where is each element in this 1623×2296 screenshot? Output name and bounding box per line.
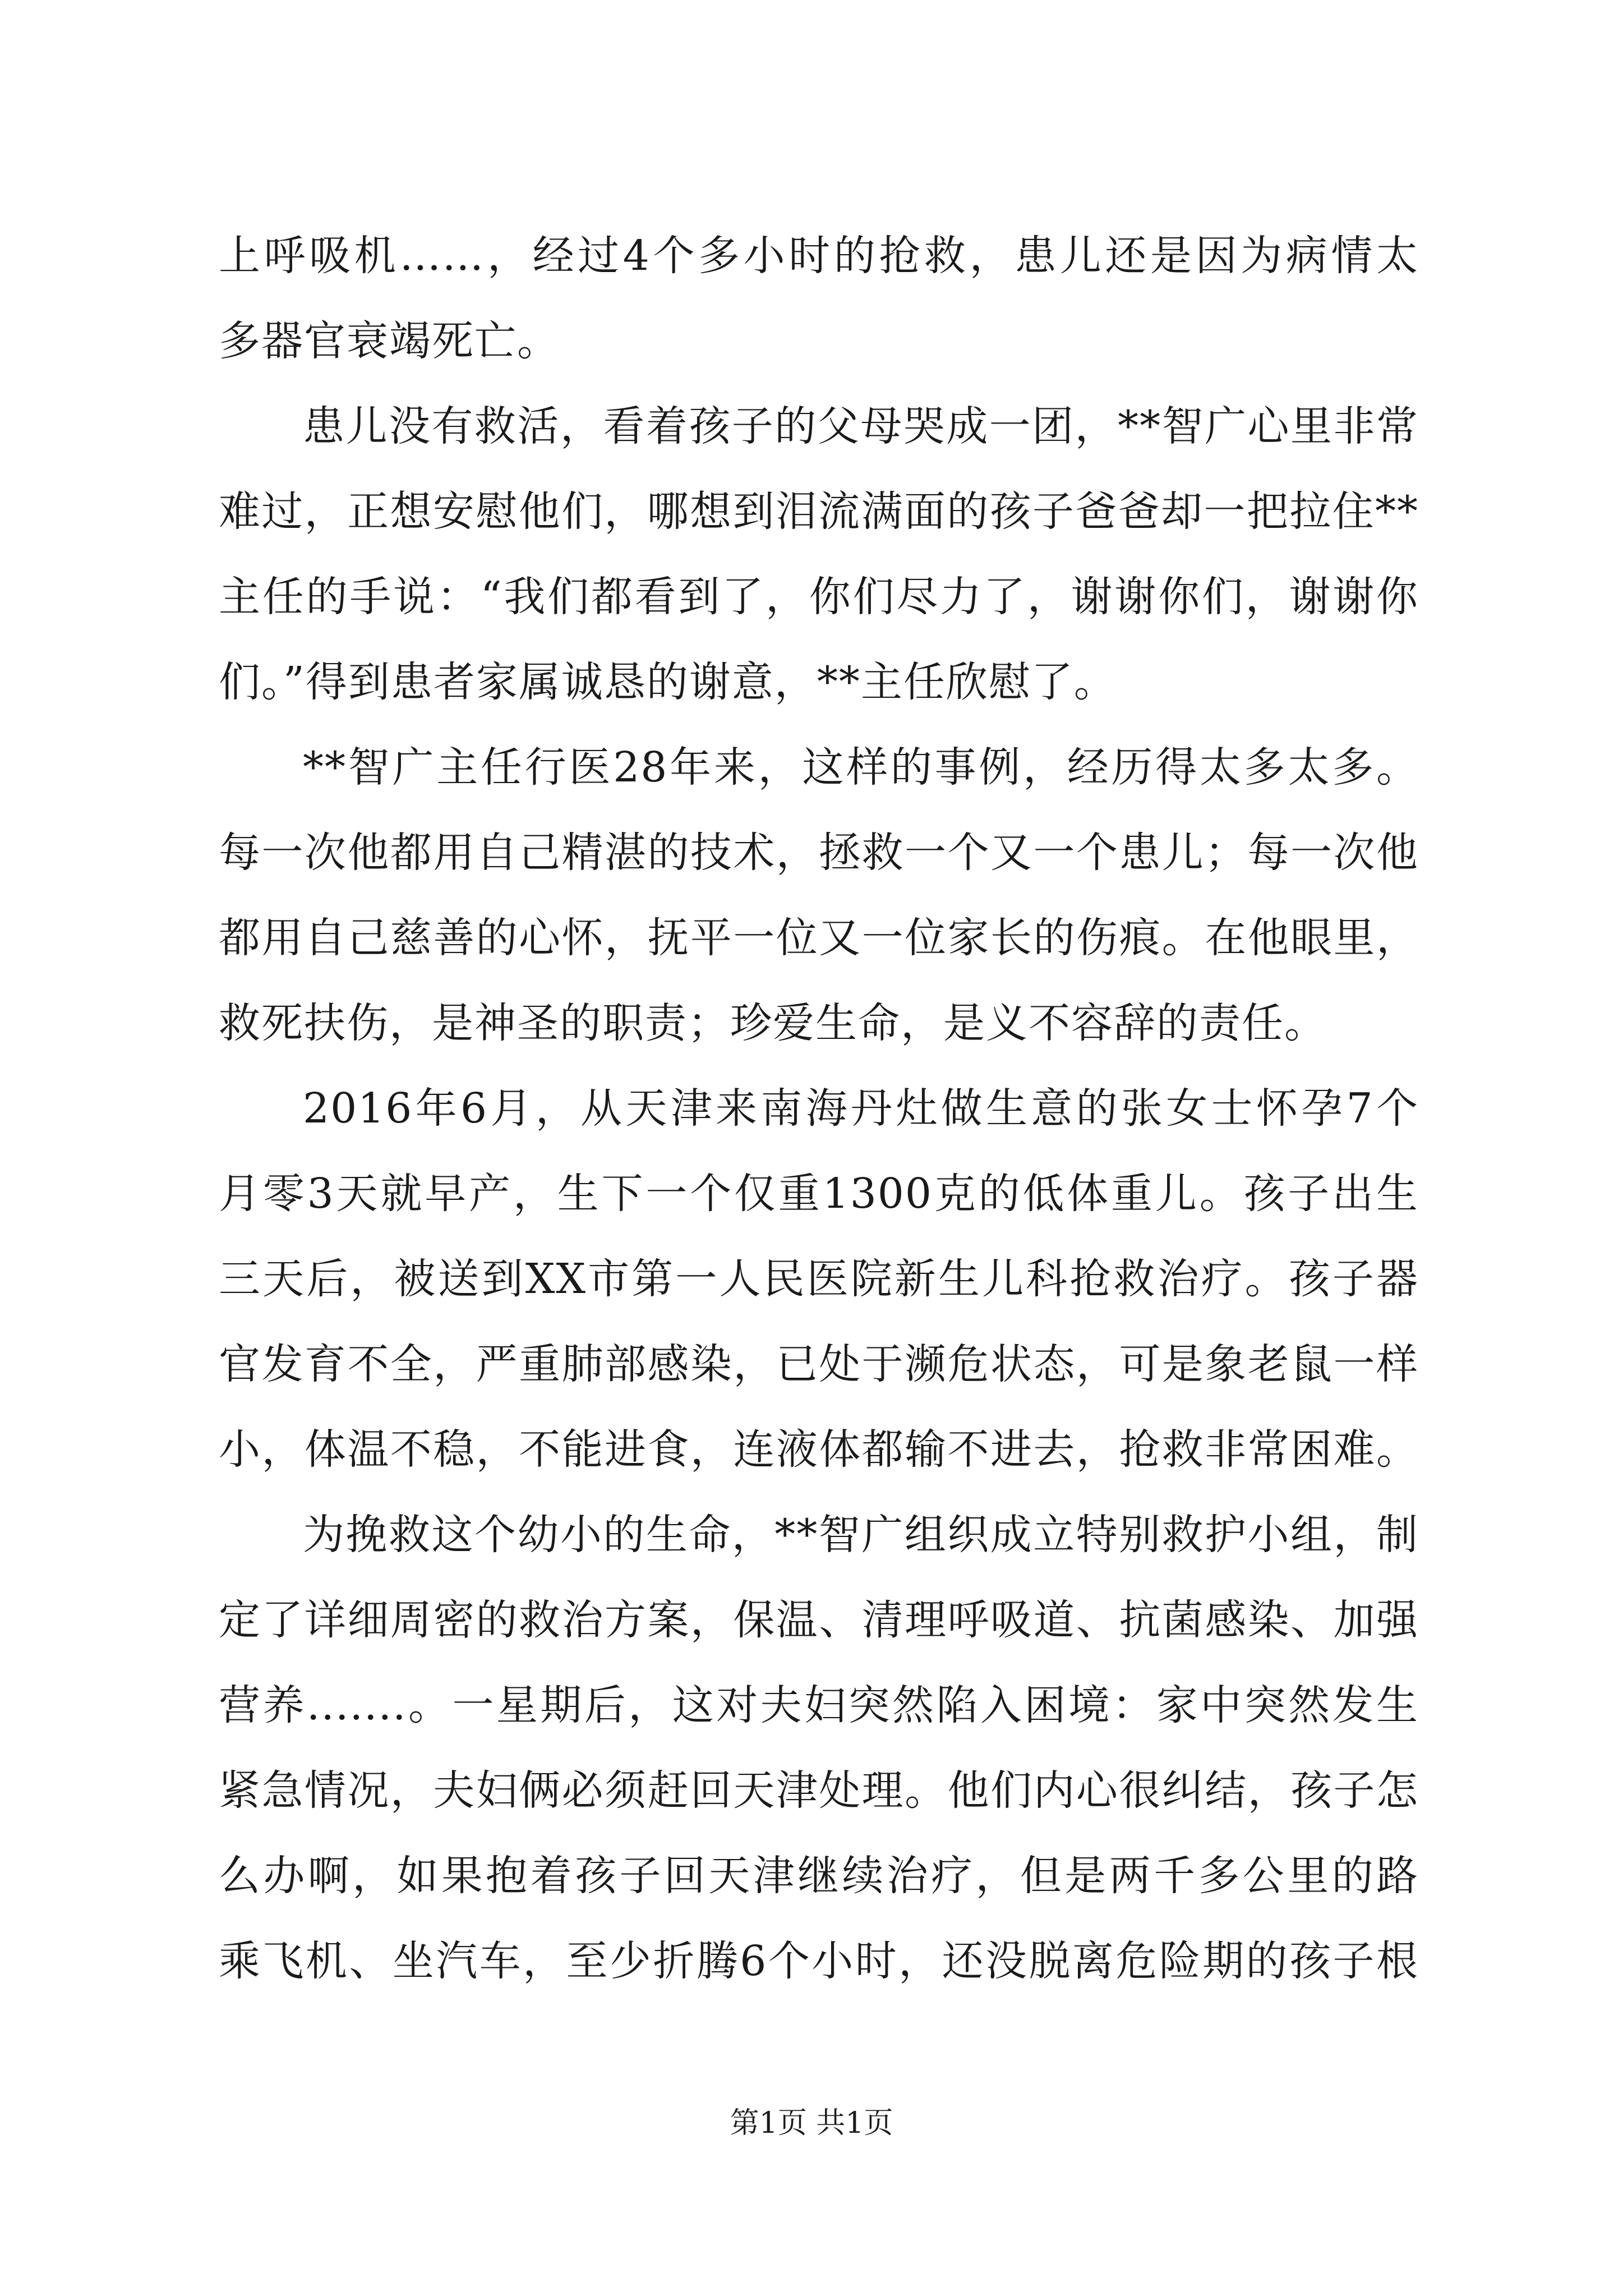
text-line-6: 们。”得到患者家属诚恳的谢意，**主任欣慰了。 — [219, 658, 1117, 706]
text-line-5: 主任的手说：“我们都看到了，你们尽力了，谢谢你们，谢谢你 — [219, 573, 1419, 621]
text-line-21: 乘飞机、坐汽车，至少折腾6个小时，还没脱离危险期的孩子根 — [219, 1937, 1419, 1985]
document-body — [219, 213, 1419, 2004]
text-line-8: 每一次他都用自己精湛的技术，拯救一个又一个患儿；每一次他 — [219, 829, 1419, 877]
page-footer: 第1页 共1页 — [730, 2106, 893, 2140]
text-line-7: **智广主任行医28年来，这样的事例，经历得太多太多。 — [303, 743, 1419, 792]
text-line-9: 都用自己慈善的心怀，抚平一位又一位家长的伤痕。在他眼里， — [219, 914, 1419, 962]
text-line-18: 营养.......。一星期后，这对夫妇突然陷入困境：家中突然发生 — [219, 1681, 1419, 1729]
text-line-4: 难过，正想安慰他们，哪想到泪流满面的孩子爸爸却一把拉住** — [219, 487, 1419, 536]
text-line-19: 紧急情况，夫妇俩必须赶回天津处理。他们内心很纠结，孩子怎 — [219, 1766, 1419, 1815]
text-line-13: 三天后，被送到XX市第一人民医院新生儿科抢救治疗。孩子器 — [219, 1255, 1419, 1303]
text-line-2: 多器官衰竭死亡。 — [219, 317, 560, 365]
text-line-11: 2016年6月，从天津来南海丹灶做生意的张女士怀孕7个 — [303, 1084, 1419, 1133]
text-line-15: 小，体温不稳，不能进食，连液体都输不进去，抢救非常困难。 — [219, 1425, 1419, 1474]
text-line-17: 定了详细周密的救治方案，保温、清理呼吸道、抗菌感染、加强 — [219, 1596, 1419, 1644]
text-line-1: 上呼吸机……，经过4个多小时的抢救，患儿还是因为病情太 — [219, 232, 1419, 280]
text-line-3: 患儿没有救活，看着孩子的父母哭成一团，**智广心里非常 — [303, 402, 1419, 450]
text-line-12: 月零3天就早产，生下一个仅重1300克的低体重儿。孩子出生 — [219, 1170, 1419, 1218]
text-line-10: 救死扶伤，是神圣的职责；珍爱生命，是义不容辞的责任。 — [219, 999, 1327, 1047]
text-line-14: 官发育不全，严重肺部感染，已处于濒危状态，可是象老鼠一样 — [219, 1340, 1419, 1388]
text-line-20: 么办啊，如果抱着孩子回天津继续治疗，但是两千多公里的路 — [219, 1852, 1419, 1900]
text-line-16: 为挽救这个幼小的生命，**智广组织成立特别救护小组，制 — [303, 1511, 1419, 1559]
